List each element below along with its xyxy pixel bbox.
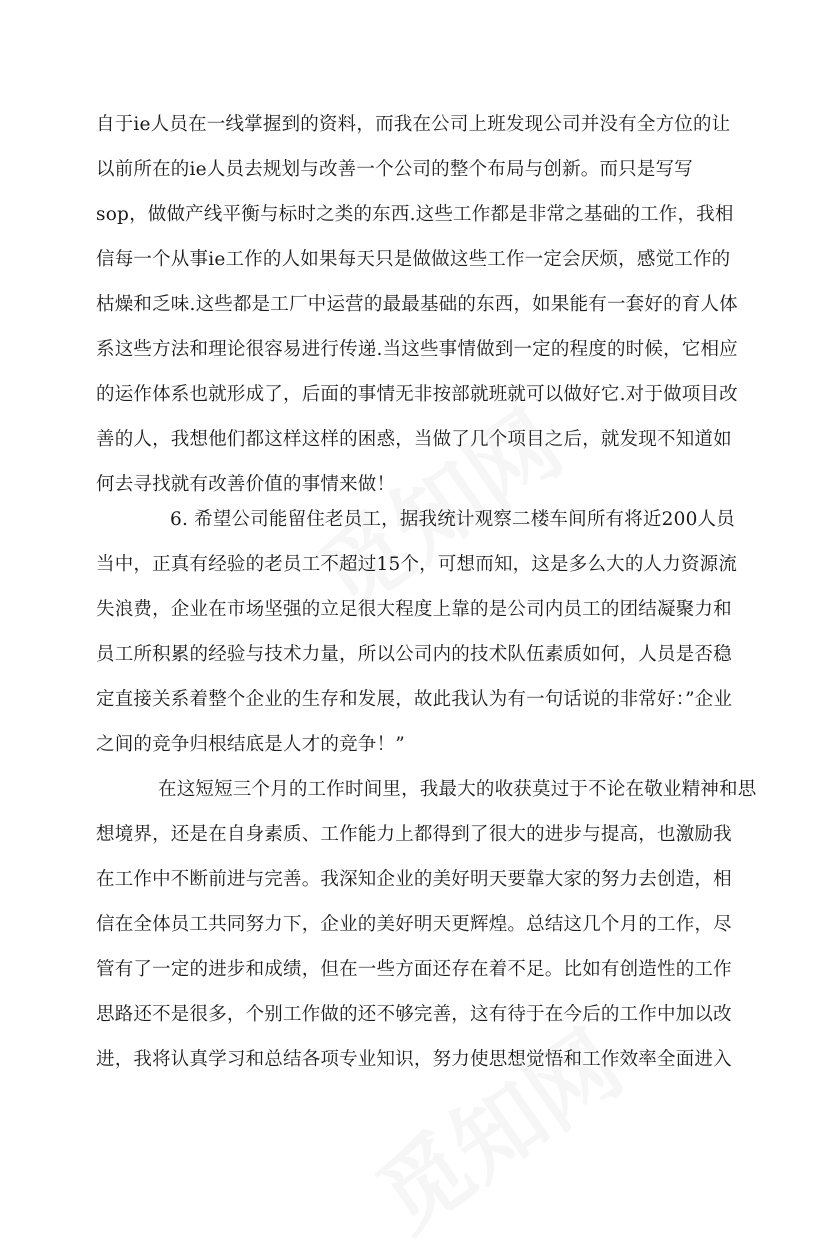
text-line: 系这些方法和理论很容易进行传递.当这些事情做到一定的程度的时候，它相应 [96, 339, 738, 360]
text-line: 失浪费，企业在市场坚强的立足很大程度上靠的是公司内员工的团结凝聚力和 [96, 599, 732, 620]
text-line: 员工所积累的经验与技术力量，所以公司内的技术队伍素质如何，人员是否稳 [96, 644, 732, 665]
text-line: 管有了一定的进步和成绩，但在一些方面还存在着不足。比如有创造性的工作 [96, 959, 732, 980]
text-line: 信在全体员工共同努力下，企业的美好明天更辉煌。总结这几个月的工作，尽 [96, 914, 732, 935]
text-line: 想境界，还是在自身素质、工作能力上都得到了很大的进步与提高，也激励我 [96, 824, 732, 845]
text-line: 的运作体系也就形成了，后面的事情无非按部就班就可以做好它.对于做项目改 [96, 384, 738, 405]
text-line: 以前所在的ie人员去规划与改善一个公司的整个布局与创新。而只是写写 [96, 159, 693, 180]
text-line: 枯燥和乏味.这些都是工厂中运营的最最基础的东西，如果能有一套好的育人体 [96, 294, 738, 315]
text-line: 思路还不是很多，个别工作做的还不够完善，这有待于在今后的工作中加以改 [96, 1004, 732, 1025]
text-line: 6. 希望公司能留住老员工，据我统计观察二楼车间所有将近200人员 [170, 509, 735, 530]
text-line: sop，做做产线平衡与标时之类的东西.这些工作都是非常之基础的工作，我相 [96, 204, 734, 225]
text-line: 信每一个从事ie工作的人如果每天只是做做这些工作一定会厌烦，感觉工作的 [96, 249, 731, 270]
text-line: 进，我将认真学习和总结各项专业知识，努力使思想觉悟和工作效率全面进入 [96, 1049, 732, 1070]
text-line: 何去寻找就有改善价值的事情来做！ [96, 474, 396, 495]
text-line: 当中，正真有经验的老员工不超过15个，可想而知，这是多么大的人力资源流 [96, 554, 738, 575]
text-line: 善的人，我想他们都这样这样的困惑，当做了几个项目之后，就发现不知道如 [96, 429, 732, 450]
text-line: 在这短短三个月的工作时间里，我最大的收获莫过于不论在敬业精神和思 [158, 779, 757, 800]
text-line: 在工作中不断前进与完善。我深知企业的美好明天要靠大家的努力去创造，相 [96, 869, 732, 890]
text-line: 自于ie人员在一线掌握到的资料，而我在公司上班发现公司并没有全方位的让 [96, 114, 731, 135]
text-line: 定直接关系着整个企业的生存和发展，故此我认为有一句话说的非常好：”企业 [96, 689, 733, 710]
text-line: 之间的竞争归根结底是人才的竞争！” [96, 734, 405, 755]
